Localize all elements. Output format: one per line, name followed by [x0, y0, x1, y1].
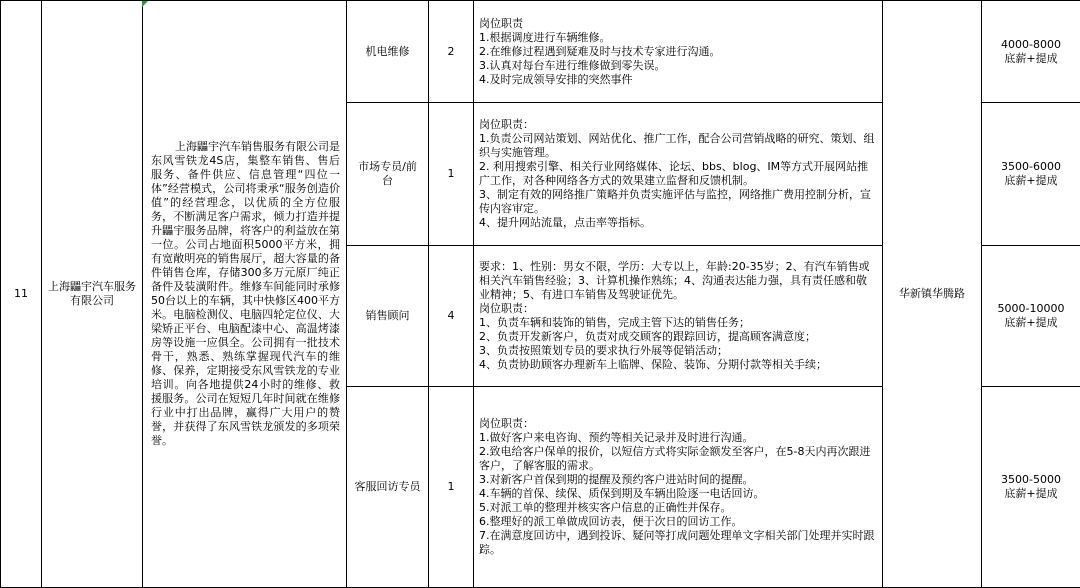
position-count: 4	[429, 246, 474, 387]
duty-line: 5.对派工单的整理并核实客户信息的正确性并保存。	[479, 501, 876, 515]
duty-line: 岗位职责：	[479, 417, 876, 431]
salary-note: 底薪+提成	[982, 174, 1080, 188]
duty-line: 4、负责协助顾客办理新车上临牌、保险、装饰、分期付款等相关手续；	[479, 358, 876, 372]
position-duties	[474, 246, 883, 387]
company-intro-text: 上海鼺宇汽车销售服务有限公司是东风雪铁龙4S店，集整车销售、售后服务、备件供应、信息管理“四位一体”经营模式，公司将秉承“服务创造价值”的经营理念，以优质的全方位服务，不断满足客户需求，倾力打造并提升鼺宇服务品牌，将客户的利益放在第一位。公司占地面积5000平方米，拥有宽敞明亮的销售展厅，超大容量的备件销售仓库，存储300多万元原厂纯正备件及装潢附件。维修车间能同时承修50台以上的车辆，其中快修区400平方米。电脑检测仪、电脑四轮定位仪、大梁矫正平台、电脑配漆中心、高温烤漆房等设施一应俱全。公司拥有一批技术骨干，熟悉、熟练掌握现代汽车的维修、保养，定期接受东风雪铁龙的专业培训。向各地提供24小时的维修、救援服务。公司在短短几年时间就在维修行业中打出品牌，赢得广大用户的赞誉，并获得了东风雪铁龙颁发的多项荣誉。	[151, 140, 340, 447]
company-name: 上海鼺宇汽车服务有限公司	[42, 1, 143, 588]
position-count: 2	[429, 1, 474, 103]
salary	[982, 246, 1080, 387]
salary-range: 4000-8000	[982, 38, 1080, 52]
duty-line: 1、负责车辆和装饰的销售，完成主管下达的销售任务；	[479, 316, 876, 330]
duty-line: 要求：1、性别：男女不限，学历：大专以上，年龄:20-35岁；2、有汽车销售或相关汽车销售经验；3、计算机操作熟练；4、沟通表达能力强，具有责任感和敬业精神；5、有进口车销售及驾驶证优先。	[479, 260, 876, 302]
duty-line: 岗位职责	[479, 17, 876, 31]
company-intro	[143, 1, 347, 588]
salary-note: 底薪+提成	[982, 52, 1080, 66]
duty-line: 2.在维修过程遇到疑难及时与技术专家进行沟通。	[479, 45, 876, 59]
salary	[982, 387, 1080, 588]
duty-line: 岗位职责：	[479, 118, 876, 132]
salary-range: 5000-10000	[982, 302, 1080, 316]
position-title: 机电维修	[347, 1, 429, 103]
salary-range: 3500-6000	[982, 160, 1080, 174]
salary-range: 3500-5000	[982, 473, 1080, 487]
position-title: 销售顾问	[347, 246, 429, 387]
position-title: 客服回访专员	[347, 387, 429, 588]
duty-line: 1.负责公司网站策划、网站优化、推广工作，配合公司营销战略的研究、策划、组织与实施管理。	[479, 132, 876, 160]
duty-line: 3、制定有效的网络推广策略并负责实施评估与监控，网络推广费用控制分析，宣传内容审定。	[479, 188, 876, 216]
duty-line: 3.对新客户首保到期的提醒及预约客户进站时间的提醒。	[479, 473, 876, 487]
position-title: 市场专员/前台	[347, 103, 429, 246]
duty-line: 1.做好客户来电咨询、预约等相关记录并及时进行沟通。	[479, 431, 876, 445]
duty-line: 2、负责开发新客户，负责对成交顾客的跟踪回访，提高顾客满意度；	[479, 330, 876, 344]
duty-line: 3、负责按照策划专员的要求执行外展等促销活动；	[479, 344, 876, 358]
duty-line: 4.及时完成领导安排的突然事件	[479, 73, 876, 87]
duty-line: 2. 利用搜索引擎、相关行业网络媒体、论坛、bbs、blog、IM等方式开展网站推广工作，对各种网络各方式的效果建立监督和反馈机制。	[479, 160, 876, 188]
salary-note: 底薪+提成	[982, 487, 1080, 501]
position-duties	[474, 1, 883, 103]
duty-line: 6.整理好的派工单做成回访表，便于次日的回访工作。	[479, 515, 876, 529]
salary	[982, 1, 1080, 103]
duty-line: 岗位职责：	[479, 302, 876, 316]
position-count: 1	[429, 103, 474, 246]
duty-line: 2.致电给客户保单的报价，以短信方式将实际金额发至客户，在5-8天内再次跟进客户，了解客服的需求。	[479, 445, 876, 473]
duty-line: 7.在满意度回访中，遇到投诉、疑问等打成问题处理单文字相关部门处理并实时跟踪。	[479, 529, 876, 557]
salary-note: 底薪+提成	[982, 316, 1080, 330]
duty-line: 4.车辆的首保、续保、质保到期及车辆出险逐一电话回访。	[479, 487, 876, 501]
duty-line: 3.认真对每台车进行维修做到零失误。	[479, 59, 876, 73]
comment-marker-icon	[142, 1, 148, 7]
work-location: 华新镇华腾路	[883, 1, 982, 588]
salary	[982, 103, 1080, 246]
row-number: 11	[1, 1, 42, 588]
position-count: 1	[429, 387, 474, 588]
position-duties	[474, 103, 883, 246]
duty-line: 4、提升网站流量，点击率等指标。	[479, 216, 876, 230]
duty-line: 1.根据调度进行车辆维修。	[479, 31, 876, 45]
position-duties	[474, 387, 883, 588]
